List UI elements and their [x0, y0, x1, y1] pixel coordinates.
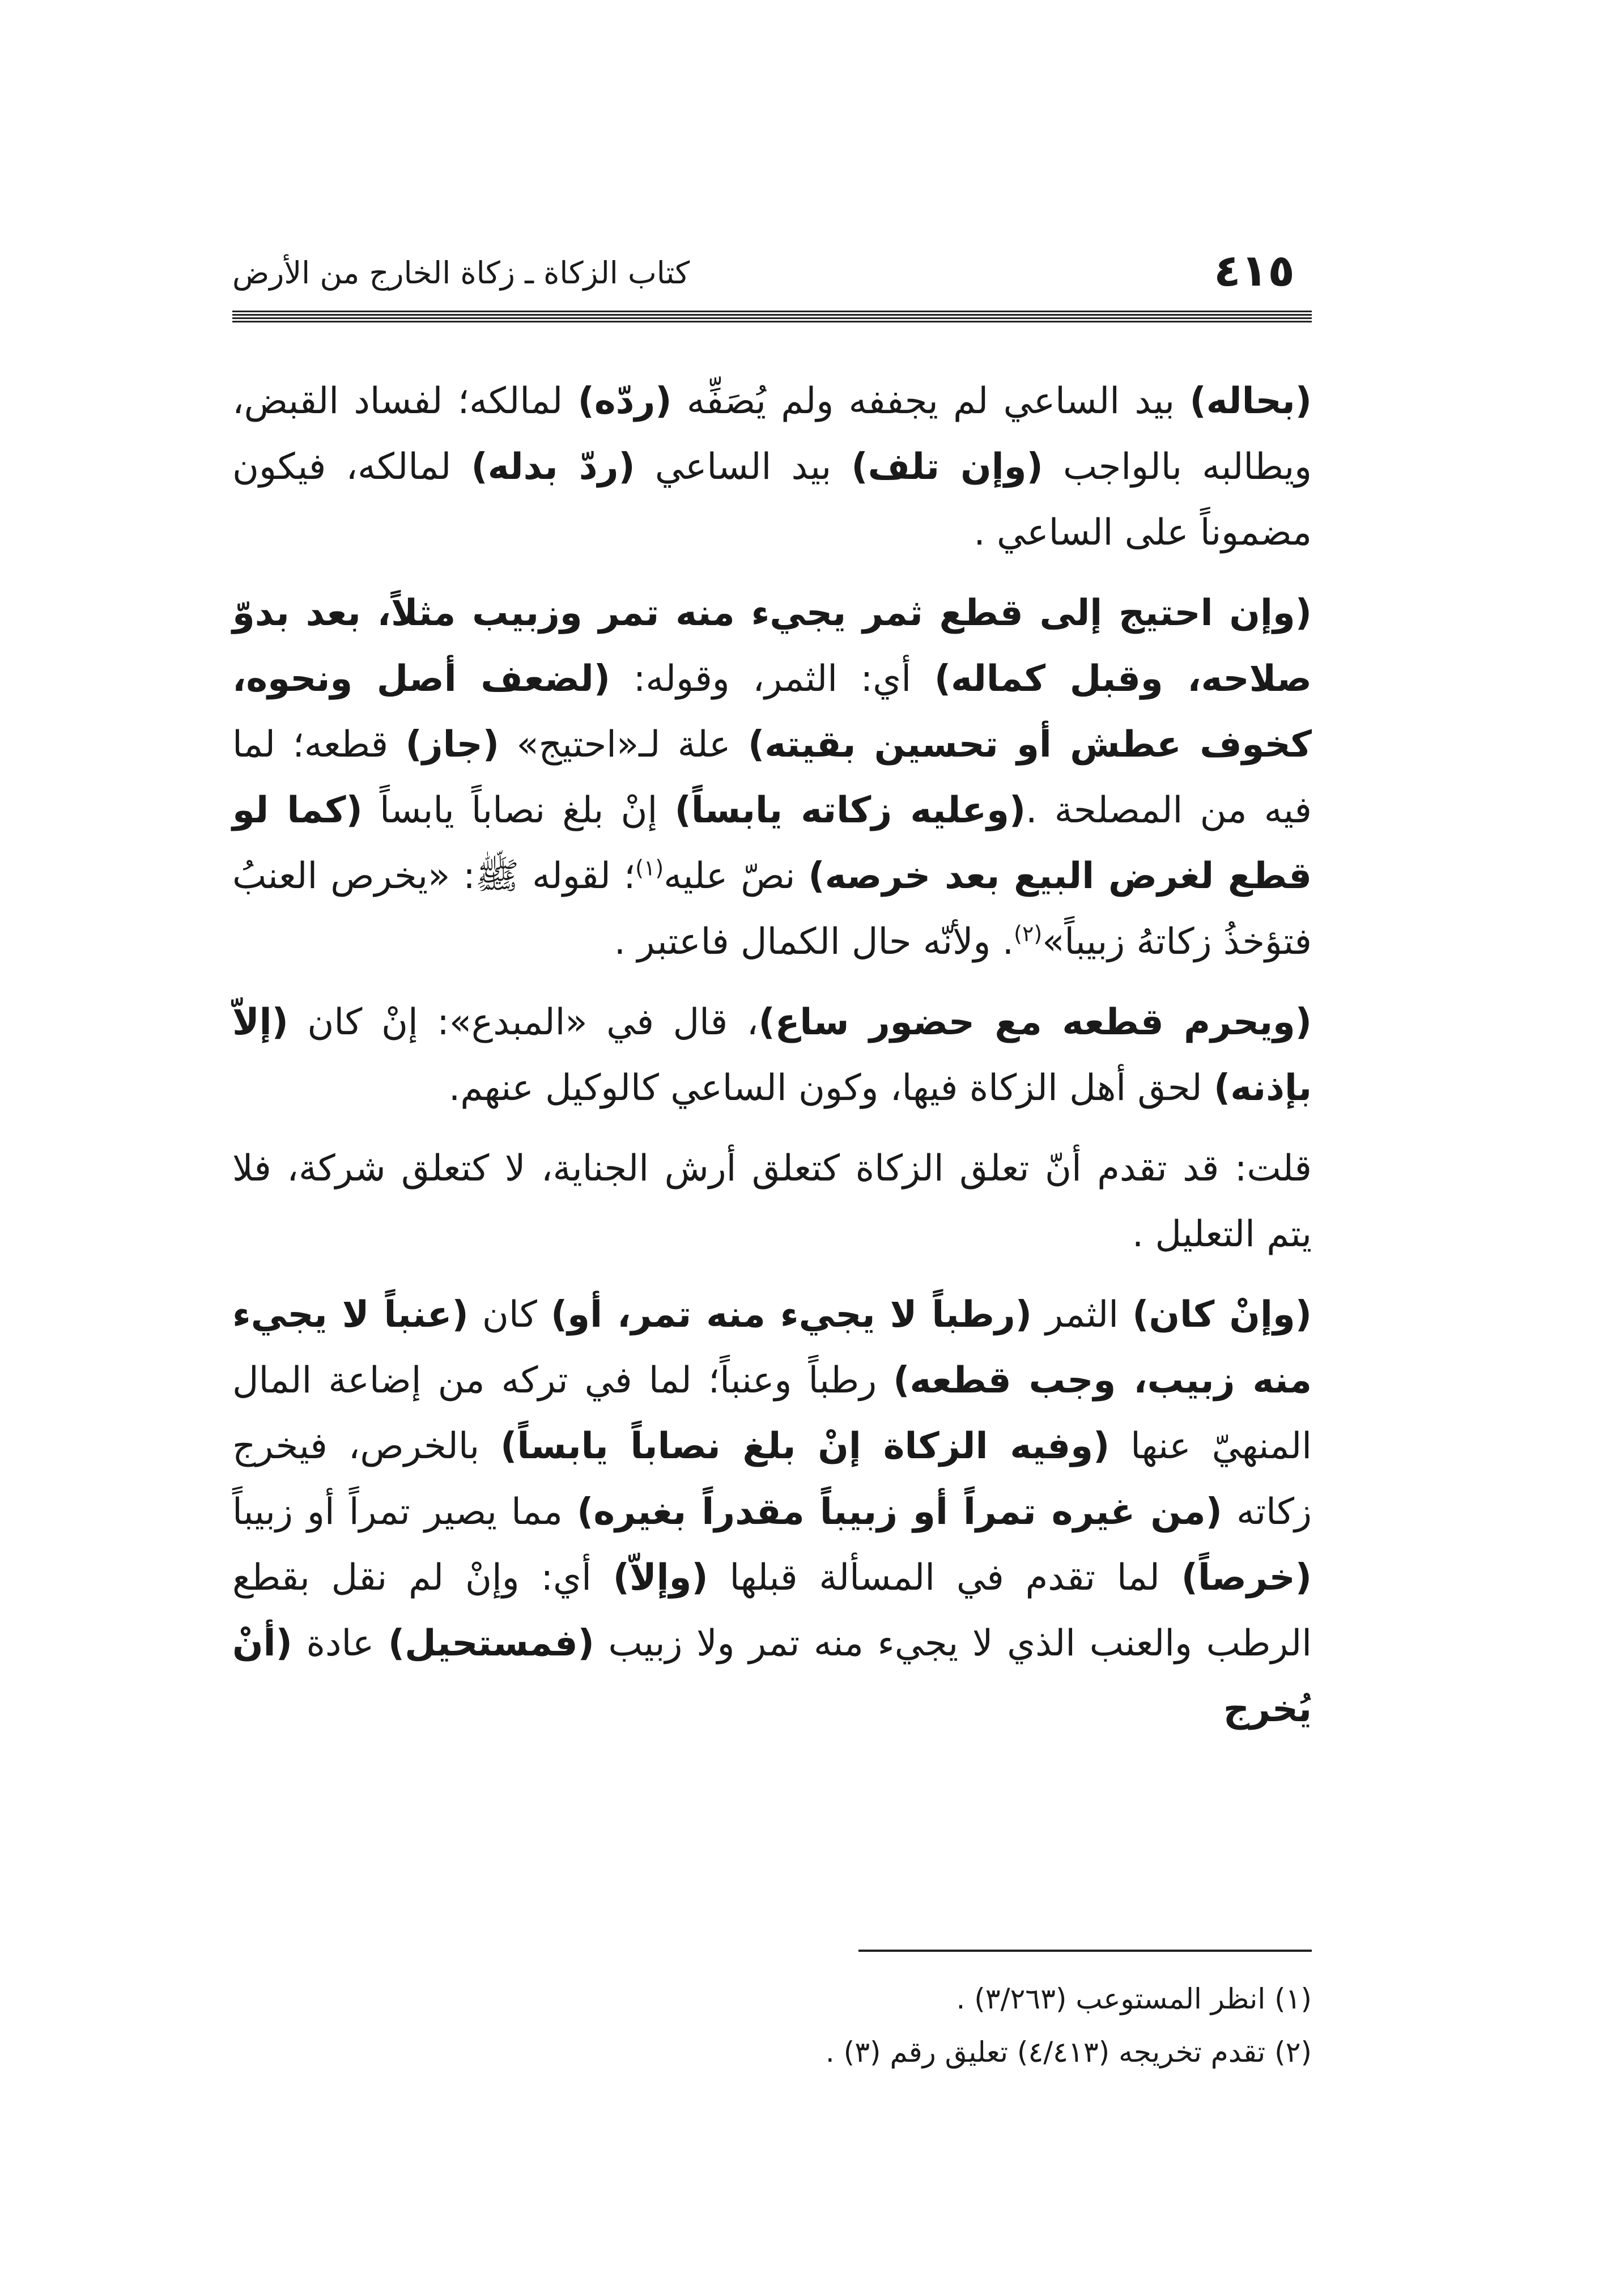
text-span: عادة — [292, 1623, 388, 1664]
paragraph-4 — [232, 1136, 1312, 1267]
text-span: إنْ بلغ نصاباً يابساً — [362, 789, 675, 831]
text-span: بيد الساعي — [635, 446, 852, 488]
text-span: . ولأنّه حال الكمال فاعتبر . — [614, 921, 1014, 963]
paragraph-1 — [232, 368, 1312, 566]
bold-term: (جاز) — [405, 724, 500, 766]
text-span: لما تقدم في المسألة قبلها — [708, 1557, 1181, 1599]
text-span: أي: الثمر، وقوله: — [610, 658, 934, 700]
footnote-1: (١) انظر المستوعب (٣/٢٦٣) . — [956, 1982, 1312, 2015]
text-span: مما يصير تمراً أو زبيباً — [232, 1491, 577, 1533]
paragraph-3 — [232, 990, 1312, 1121]
bold-term: (من غيره تمراً أو زبيباً مقدراً بغيره) — [577, 1491, 1222, 1533]
text-span: قطعه؛ لما فيه من المصلحة . — [232, 724, 1312, 831]
bold-term: (أنْ يُخرج — [232, 1623, 1312, 1730]
bold-term: (كما لو قطع لغرض البيع بعد خرصه) — [232, 789, 1312, 897]
text-span: علة لـ«احتيج» — [499, 724, 748, 766]
book-title: كتاب الزكاة ـ زكاة الخارج من الأرض — [232, 255, 690, 291]
text-span: الثمر — [1031, 1294, 1133, 1336]
footnotes — [232, 1972, 1312, 2079]
footnote-marker[interactable]: (١) — [635, 855, 664, 881]
text-span: لمالكه، فيكون مضموناً على الساعي . — [232, 446, 1312, 554]
bold-term: (وإن احتيج إلى قطع ثمر يجيء منه تمر وزبيب مثلاً، بعد بدوّ صلاحه، وقبل كماله) — [232, 592, 1312, 700]
bold-term: (رطباً لا يجيء منه تمر، أو) — [551, 1294, 1032, 1336]
text-span: ، قال في «المبدع»: إنْ كان — [288, 1001, 759, 1043]
text-span: ؛ لقوله ﷺ: «يخرص العنبُ فتؤخذُ زكاتهُ زبيباً» — [232, 855, 1312, 963]
text-span: رطباً وعنباً؛ لما في تركه من إضاعة المال المنهيّ عنها — [232, 1360, 1312, 1467]
bold-term: (عنباً لا يجيء منه زبيب، وجب قطعه) — [232, 1294, 1312, 1402]
bold-term: (فمستحيل) — [388, 1623, 594, 1664]
running-head — [232, 238, 1312, 306]
text-span: بالخرص، فيخرج زكاته — [232, 1425, 1312, 1533]
text-span: لمالكه؛ لفساد القبض، ويطالبه بالواجب — [232, 380, 1312, 488]
bold-term: (ردّ بدله) — [471, 446, 635, 488]
footnote-marker[interactable]: (٢) — [1014, 921, 1043, 946]
text-span: قلت: قد تقدم أنّ تعلق الزكاة كتعلق أرش الجناية، لا كتعلق شركة، فلا يتم التعليل . — [232, 1148, 1312, 1255]
bold-term: (بحاله) — [1189, 380, 1312, 422]
bold-term: (ردّه) — [577, 380, 672, 422]
bold-term: (وإن تلف) — [851, 446, 1043, 488]
text-span: بيد الساعي لم يجففه ولم يُصَفِّه — [671, 380, 1190, 422]
bold-term: (وفيه الزكاة إنْ بلغ نصاباً يابساً) — [500, 1425, 1110, 1467]
paragraph-5 — [232, 1282, 1312, 1742]
bold-term: (خرصاً) — [1181, 1557, 1312, 1599]
bold-term: (إلاّ بإذنه) — [232, 1001, 1312, 1109]
bold-term: (وعليه زكاته يابساً) — [674, 789, 1026, 831]
text-span: نصّ عليه — [664, 855, 809, 897]
footnote-divider — [858, 1950, 1312, 1952]
page-number: ٤١٥ — [1214, 245, 1295, 296]
header-divider — [232, 311, 1312, 323]
text-span: لحق أهل الزكاة فيها، وكون الساعي كالوكيل عنهم. — [448, 1067, 1214, 1109]
paragraph-2 — [232, 580, 1312, 975]
text-span: كان — [468, 1294, 551, 1336]
bold-term: (وإنْ كان) — [1132, 1294, 1312, 1336]
bold-term: (لضعف أصل ونحوه، كخوف عطش أو تحسين بقيته) — [232, 658, 1312, 766]
bold-term: (وإلاّ) — [613, 1557, 708, 1599]
text-span: أي: وإنْ لم نقل بقطع الرطب والعنب الذي لا يجيء منه تمر ولا زبيب — [232, 1557, 1312, 1664]
bold-term: (ويحرم قطعه مع حضور ساع) — [758, 1001, 1312, 1043]
main-text — [232, 368, 1312, 1757]
footnote-2: (٢) تقدم تخريجه (٤/٤١٣) تعليق رقم (٣) . — [825, 2036, 1312, 2069]
